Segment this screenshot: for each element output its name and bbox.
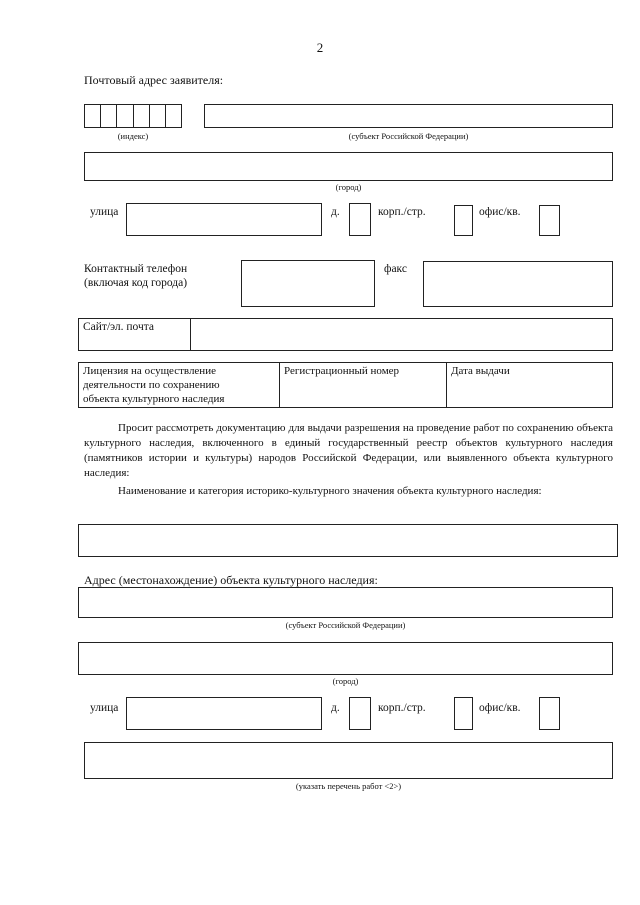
license-label-line2: деятельности по сохранению bbox=[83, 379, 220, 391]
object-office-input[interactable] bbox=[539, 697, 560, 730]
applicant-city-input[interactable] bbox=[84, 152, 613, 181]
applicant-house-label: д. bbox=[331, 206, 340, 218]
applicant-building-input[interactable] bbox=[454, 205, 473, 236]
object-name-label-text: Наименование и категория историко-культурного значения объекта культурного наследия: bbox=[118, 485, 542, 497]
applicant-street-label: улица bbox=[90, 206, 119, 218]
works-list-input[interactable] bbox=[84, 742, 613, 779]
object-subject-input[interactable] bbox=[78, 587, 613, 618]
applicant-subject-input[interactable] bbox=[204, 104, 613, 128]
applicant-subject-caption: (субъект Российской Федерации) bbox=[348, 131, 469, 141]
object-office-label: офис/кв. bbox=[479, 702, 521, 714]
object-name-input[interactable] bbox=[78, 524, 618, 557]
phone-input[interactable] bbox=[241, 260, 375, 307]
page-number: 2 bbox=[316, 40, 324, 55]
issue-date-label: Дата выдачи bbox=[451, 365, 510, 377]
request-paragraph bbox=[84, 421, 613, 481]
object-street-input[interactable] bbox=[126, 697, 322, 730]
applicant-office-label: офис/кв. bbox=[479, 206, 521, 218]
license-label-line1: Лицензия на осуществление bbox=[83, 365, 216, 377]
license-type-cell bbox=[79, 363, 279, 407]
phone-label-line1: Контактный телефон bbox=[84, 263, 188, 275]
phone-label-line2: (включая код города) bbox=[84, 277, 188, 289]
works-list-caption: (указать перечень работ <2>) bbox=[295, 781, 402, 791]
registration-number-label: Регистрационный номер bbox=[284, 365, 400, 377]
applicant-address-heading: Почтовый адрес заявителя: bbox=[84, 73, 224, 87]
index-caption: (индекс) bbox=[117, 131, 149, 141]
applicant-building-label: корп./стр. bbox=[378, 206, 426, 218]
postal-index-input[interactable] bbox=[84, 104, 182, 128]
object-city-caption: (город) bbox=[332, 676, 359, 686]
request-paragraph-text: Просит рассмотреть документацию для выдачи разрешения на проведение работ по сохранению объекта культурного наследия, включенного в единый государственный реестр объектов культурного наследия (памятников истории и культуры) народов Российской Федерации, или выявленного объекта культурного наследия: bbox=[84, 422, 613, 479]
fax-input[interactable] bbox=[423, 261, 613, 307]
object-building-input[interactable] bbox=[454, 697, 473, 730]
object-city-input[interactable] bbox=[78, 642, 613, 675]
object-house-label: д. bbox=[331, 702, 340, 714]
fax-label: факс bbox=[384, 263, 407, 275]
object-street-label: улица bbox=[90, 702, 119, 714]
applicant-house-input[interactable] bbox=[349, 203, 371, 236]
object-address-heading: Адрес (местонахождение) объекта культурного наследия: bbox=[84, 573, 378, 587]
applicant-city-caption: (город) bbox=[335, 182, 362, 192]
object-building-label: корп./стр. bbox=[378, 702, 426, 714]
site-email-label: Сайт/эл. почта bbox=[83, 321, 155, 333]
issue-date-cell[interactable] bbox=[447, 363, 613, 379]
object-subject-caption: (субъект Российской Федерации) bbox=[285, 620, 406, 630]
applicant-office-input[interactable] bbox=[539, 205, 560, 236]
registration-number-cell[interactable] bbox=[280, 363, 446, 379]
site-email-input[interactable] bbox=[191, 319, 612, 350]
object-house-input[interactable] bbox=[349, 697, 371, 730]
license-label-line3: объекта культурного наследия bbox=[83, 393, 225, 405]
applicant-street-input[interactable] bbox=[126, 203, 322, 236]
object-name-label bbox=[84, 484, 613, 499]
